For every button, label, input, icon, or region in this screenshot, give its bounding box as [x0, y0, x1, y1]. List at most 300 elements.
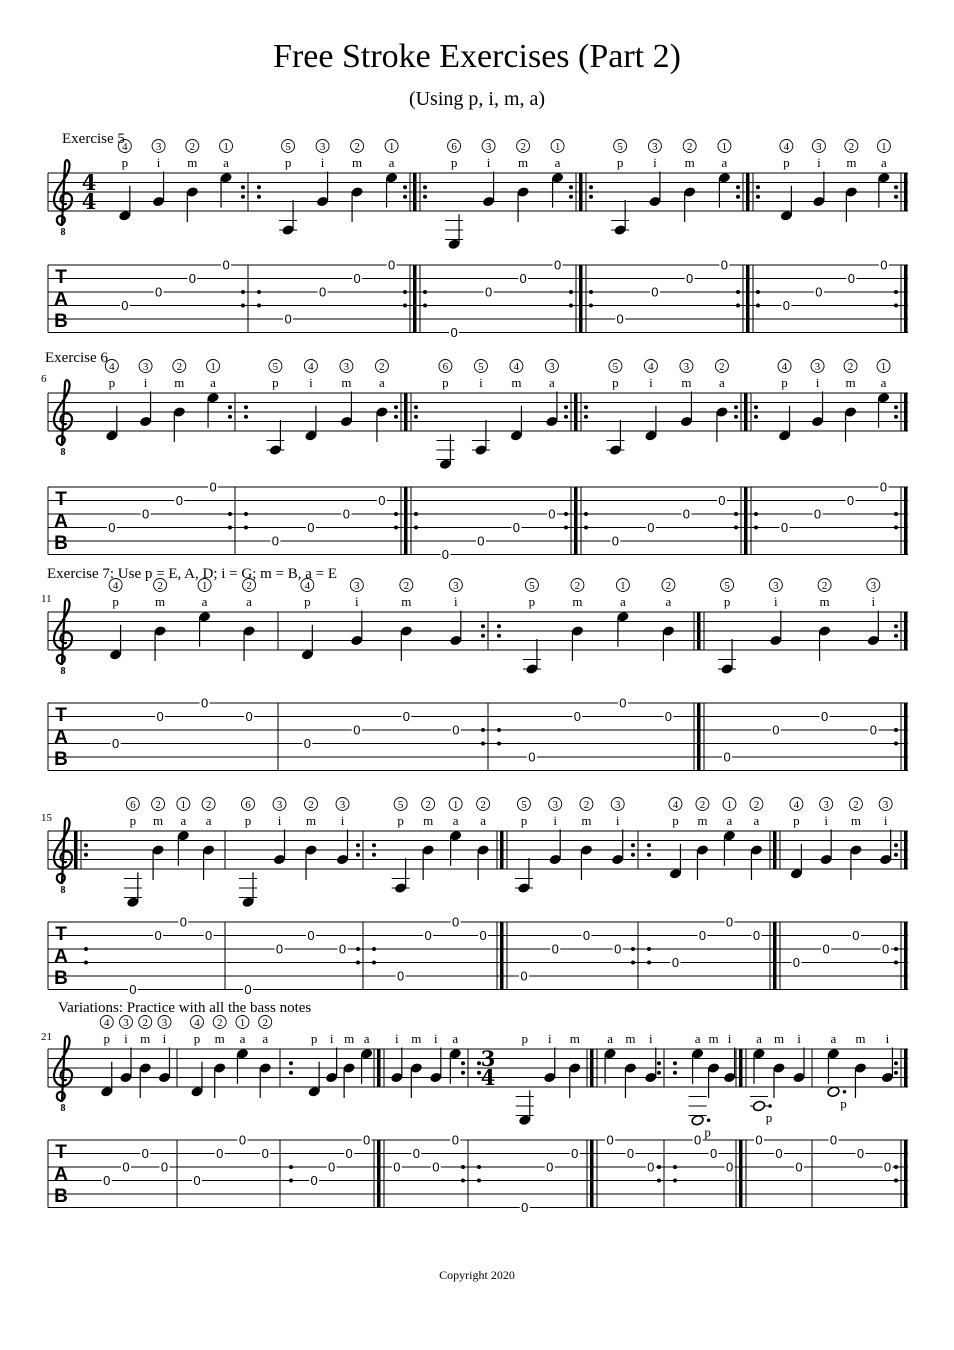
string-number: 3 — [823, 799, 829, 811]
notehead-half — [827, 1086, 840, 1098]
string-number: 1 — [223, 141, 229, 153]
finger-label: a — [452, 813, 459, 828]
repeat-dot — [394, 415, 398, 419]
tab-fret-number: 0 — [188, 271, 196, 286]
tab-fret-number: 0 — [303, 736, 311, 751]
string-number: 4 — [194, 1017, 200, 1029]
tab-fret-number: 0 — [275, 941, 284, 957]
repeat-dot — [589, 185, 593, 189]
tab-fret-number: 0 — [328, 1159, 336, 1175]
tab-fret-number: 0 — [284, 311, 292, 327]
barline-thick — [574, 393, 578, 431]
repeat-dot — [734, 405, 738, 409]
exercise-label: Exercise 6 — [45, 350, 108, 366]
finger-label: a — [201, 594, 208, 609]
tab-fret-number: 0 — [179, 914, 187, 930]
tab-clef-letter: B — [54, 1186, 68, 1207]
finger-label: m — [401, 594, 412, 609]
tab-fret-number: 0 — [307, 928, 315, 943]
tab-fret-number: 0 — [686, 271, 694, 286]
string-number: 2 — [847, 361, 854, 373]
tab-fret-number: 0 — [651, 284, 659, 300]
repeat-dot — [754, 405, 758, 409]
tab-fret-number: 0 — [318, 284, 327, 300]
tab-fret-number: 0 — [698, 928, 707, 943]
tab-fret-number: 0 — [682, 506, 691, 522]
tab-fret-number: 0 — [606, 1132, 614, 1148]
system — [48, 579, 908, 771]
tab-fret-number: 0 — [647, 520, 655, 535]
string-number: 5 — [724, 580, 730, 592]
clef-octave-mark: 8 — [60, 666, 66, 677]
bass-finger: p — [704, 1124, 711, 1140]
tab-fret-number: 0 — [553, 257, 562, 273]
finger-label: m — [187, 155, 198, 170]
string-number: 2 — [189, 141, 196, 153]
finger-label: m — [855, 1031, 866, 1046]
tab-fret-number: 0 — [619, 695, 627, 711]
barline-thick — [904, 173, 908, 211]
repeat-dot — [257, 290, 261, 294]
tab-fret-number: 0 — [573, 709, 582, 724]
finger-label: a — [180, 813, 187, 828]
repeat-dot — [647, 843, 651, 847]
string-number: 1 — [620, 580, 626, 592]
repeat-dot — [477, 1179, 481, 1183]
repeat-dot — [894, 512, 898, 516]
repeat-dot — [394, 526, 398, 530]
finger-label: i — [479, 375, 483, 390]
finger-label: i — [883, 813, 888, 828]
finger-label: i — [648, 1031, 653, 1046]
string-number: 5 — [617, 141, 623, 153]
tab-fret-number: 0 — [551, 941, 559, 957]
finger-label: i — [885, 1031, 890, 1046]
repeat-dot — [257, 304, 261, 308]
time-signature-bottom: 4 — [81, 189, 97, 214]
repeat-dot — [289, 1071, 293, 1075]
finger-label: i — [454, 594, 458, 609]
page-title: Free Stroke Exercises (Part 2) — [273, 38, 681, 75]
barline-thick — [590, 1049, 594, 1087]
string-number: 2 — [574, 580, 581, 592]
exercise-label: Exercise 5 — [62, 131, 125, 147]
finger-label: a — [880, 155, 887, 170]
string-number: 1 — [201, 580, 208, 592]
string-number: 1 — [388, 141, 395, 153]
finger-label: m — [511, 375, 522, 390]
tab-fret-number: 0 — [512, 520, 521, 535]
tab-fret-number: 0 — [238, 1132, 247, 1148]
repeat-dot — [423, 185, 427, 189]
repeat-dot — [894, 853, 898, 857]
finger-label: p — [121, 155, 129, 170]
string-number: 2 — [719, 361, 725, 373]
repeat-dot — [584, 526, 588, 530]
tab-fret-number: 0 — [452, 722, 460, 738]
finger-label: p — [272, 375, 279, 390]
tab-fret-number: 0 — [546, 1159, 554, 1175]
tab-fret-number: 0 — [519, 271, 527, 286]
string-number: 2 — [665, 580, 672, 592]
tab-fret-number: 0 — [310, 1173, 318, 1188]
finger-label: m — [773, 1031, 785, 1046]
barline-thick — [377, 1049, 381, 1087]
barline-thick — [404, 393, 408, 431]
repeat-dot — [372, 961, 376, 965]
finger-label: m — [518, 155, 529, 170]
string-number: 3 — [485, 141, 492, 153]
repeat-dot — [736, 195, 740, 199]
tab-fret-number: 0 — [108, 520, 116, 535]
barline-thick — [904, 922, 908, 990]
tab-fret-number: 0 — [261, 1146, 269, 1161]
tab-fret-number: 0 — [647, 1159, 655, 1175]
tab-fret-number: 0 — [709, 1146, 718, 1161]
barline-thick — [697, 703, 701, 771]
tab-fret-number: 0 — [693, 1132, 702, 1148]
finger-label: p — [450, 155, 458, 170]
string-number: 1 — [880, 361, 887, 373]
tab-fret-number: 0 — [664, 709, 673, 724]
repeat-dot — [894, 195, 898, 199]
string-number: 3 — [814, 361, 821, 373]
system — [48, 1016, 908, 1216]
finger-label: a — [694, 1031, 701, 1046]
string-number: 2 — [753, 799, 760, 811]
repeat-dot — [423, 195, 427, 199]
tab-fret-number: 0 — [412, 1146, 420, 1161]
repeat-dot — [497, 742, 501, 746]
finger-label: p — [781, 375, 788, 390]
barline-thick — [74, 831, 78, 869]
repeat-dot — [756, 304, 760, 308]
string-number: 3 — [276, 799, 283, 811]
clef-octave-mark: 8 — [60, 1103, 66, 1114]
string-number: 5 — [397, 799, 404, 811]
tab-fret-number: 0 — [725, 1159, 734, 1175]
finger-label: m — [423, 813, 434, 828]
string-number: 2 — [821, 580, 828, 592]
finger-label: i — [817, 155, 821, 170]
repeat-dot — [564, 405, 568, 409]
tab-fret-number: 0 — [402, 709, 410, 724]
string-number: 3 — [453, 580, 459, 592]
finger-label: a — [388, 155, 395, 170]
repeat-dot — [657, 1061, 661, 1065]
tab-fret-number: 0 — [393, 1159, 401, 1175]
string-number: 3 — [773, 580, 779, 592]
string-number: 3 — [549, 361, 555, 373]
string-number: 4 — [112, 580, 119, 592]
tab-fret-number: 0 — [154, 284, 163, 300]
tab-clef-letter: B — [54, 311, 68, 332]
tab-fret-number: 0 — [521, 1200, 529, 1215]
string-number: 2 — [480, 799, 486, 811]
barline-thick — [773, 831, 777, 869]
finger-label: m — [352, 155, 363, 170]
finger-label: i — [277, 813, 282, 828]
repeat-dot — [403, 290, 407, 294]
string-number: 5 — [529, 580, 535, 592]
tab-fret-number: 0 — [616, 311, 624, 327]
tab-fret-number: 0 — [856, 1146, 865, 1161]
tab-fret-number: 0 — [424, 928, 432, 943]
string-number: 5 — [272, 361, 279, 373]
tab-fret-number: 0 — [209, 479, 217, 495]
repeat-dot — [497, 624, 501, 628]
barline-thick — [739, 1049, 743, 1087]
tab-fret-number: 0 — [571, 1146, 579, 1161]
finger-label: m — [411, 1031, 422, 1046]
tab-fret-number: 0 — [820, 709, 829, 724]
string-number: 3 — [683, 361, 690, 373]
string-number: 2 — [262, 1017, 268, 1029]
finger-label: m — [845, 375, 856, 390]
repeat-dot — [477, 1165, 481, 1169]
repeat-dot — [894, 185, 898, 189]
string-number: 4 — [122, 141, 128, 153]
string-number: 1 — [180, 799, 187, 811]
barline-thick — [904, 612, 908, 650]
barline-thick — [500, 922, 504, 990]
measure-number: 11 — [41, 593, 52, 605]
string-number: 2 — [157, 580, 163, 592]
barline-thick — [904, 487, 908, 555]
tab-fret-number: 0 — [813, 506, 822, 522]
tab-fret-number: 0 — [103, 1173, 111, 1188]
tab-fret-number: 0 — [671, 955, 680, 970]
repeat-dot — [481, 634, 485, 638]
tab-fret-number: 0 — [718, 493, 726, 508]
string-number: 1 — [726, 799, 733, 811]
repeat-dot — [754, 526, 758, 530]
repeat-dot — [894, 1061, 898, 1065]
finger-label: p — [112, 594, 119, 609]
tab-fret-number: 0 — [216, 1146, 224, 1161]
finger-label: p — [616, 155, 624, 170]
finger-label: m — [214, 1031, 225, 1046]
barline-thick — [590, 1140, 594, 1208]
string-number: 3 — [882, 799, 889, 811]
tab-fret-number: 0 — [582, 928, 591, 943]
string-number: 4 — [783, 141, 790, 153]
repeat-dot — [894, 728, 898, 732]
repeat-dot — [289, 1061, 293, 1065]
repeat-dot — [589, 290, 593, 294]
barline-thick — [413, 265, 417, 333]
string-number: 3 — [339, 799, 346, 811]
repeat-dot — [372, 853, 376, 857]
treble-8vb-clef-icon — [54, 160, 72, 225]
barline-thick — [404, 487, 408, 555]
finger-label: a — [223, 155, 229, 170]
repeat-dot — [244, 415, 248, 419]
finger-label: i — [797, 1031, 801, 1046]
repeat-dot — [736, 185, 740, 189]
finger-label: i — [615, 813, 620, 828]
repeat-dot — [894, 742, 898, 746]
tab-fret-number: 0 — [160, 1159, 169, 1175]
repeat-dot — [84, 961, 88, 965]
finger-label: m — [140, 1031, 151, 1046]
finger-label: m — [697, 813, 708, 828]
repeat-dot — [657, 1071, 661, 1075]
repeat-dot — [894, 304, 898, 308]
system — [48, 140, 908, 341]
tab-fret-number: 0 — [795, 1159, 803, 1175]
repeat-dot — [228, 405, 232, 409]
repeat-dot — [356, 843, 360, 847]
finger-label: m — [572, 594, 583, 609]
string-number: 1 — [721, 141, 728, 153]
finger-label: p — [244, 813, 252, 828]
tab-fret-number: 0 — [121, 298, 129, 313]
string-number: 2 — [142, 1017, 148, 1029]
tab-fret-number: 0 — [378, 493, 386, 508]
tab-fret-number: 0 — [723, 749, 731, 765]
repeat-dot — [894, 290, 898, 294]
tab-fret-number: 0 — [111, 736, 120, 751]
finger-label: p — [103, 1031, 110, 1046]
string-number: 3 — [142, 361, 149, 373]
barline-thick — [413, 173, 417, 211]
repeat-dot — [894, 1071, 898, 1075]
repeat-dot — [894, 624, 898, 628]
string-number: 2 — [686, 141, 693, 153]
system — [48, 360, 908, 563]
finger-label: i — [340, 813, 345, 828]
finger-label: m — [155, 594, 166, 609]
string-number: 3 — [816, 141, 822, 153]
clef-octave-mark: 8 — [60, 885, 66, 896]
finger-label: a — [554, 155, 561, 170]
tab-fret-number: 0 — [141, 506, 150, 522]
finger-label: a — [719, 375, 725, 390]
repeat-dot — [84, 947, 88, 951]
finger-label: i — [547, 1031, 552, 1046]
repeat-dot — [564, 512, 568, 516]
bass-finger: p — [765, 1110, 773, 1125]
string-number: 1 — [881, 141, 887, 153]
repeat-dot — [569, 304, 573, 308]
finger-label: m — [819, 594, 830, 609]
finger-label: p — [793, 813, 800, 828]
finger-label: a — [549, 375, 555, 390]
tab-fret-number: 0 — [452, 914, 460, 930]
notehead-half — [752, 1100, 765, 1112]
string-number: 2 — [853, 799, 859, 811]
barline-thick — [773, 922, 777, 990]
barline-thick — [697, 612, 701, 650]
finger-label: p — [672, 813, 679, 828]
string-number: 2 — [354, 141, 360, 153]
barline-thick — [500, 831, 504, 869]
string-number: 2 — [848, 141, 855, 153]
repeat-dot — [481, 728, 485, 732]
finger-label: p — [193, 1031, 201, 1046]
tab-fret-number: 0 — [775, 1146, 783, 1161]
tab-fret-number: 0 — [129, 982, 137, 997]
repeat-dot — [734, 526, 738, 530]
repeat-dot — [631, 843, 635, 847]
repeat-dot — [356, 853, 360, 857]
barline-thick — [579, 173, 583, 211]
string-number: 2 — [205, 799, 212, 811]
repeat-dot — [228, 512, 232, 516]
string-number: 1 — [210, 361, 216, 373]
finger-label: m — [344, 1031, 355, 1046]
string-number: 2 — [308, 799, 314, 811]
repeat-dot — [423, 304, 427, 308]
string-number: 4 — [793, 799, 800, 811]
finger-label: m — [684, 155, 695, 170]
barline-thick — [574, 487, 578, 555]
tab-fret-number: 0 — [245, 709, 253, 724]
repeat-dot — [894, 526, 898, 530]
tab-fret-number: 0 — [353, 722, 361, 738]
finger-label: p — [129, 813, 137, 828]
repeat-dot — [414, 512, 418, 516]
string-number: 3 — [614, 799, 621, 811]
tab-fret-number: 0 — [520, 968, 528, 984]
repeat-dot — [84, 853, 88, 857]
string-number: 6 — [245, 799, 251, 811]
tab-fret-number: 0 — [345, 1146, 353, 1161]
repeat-dot — [403, 304, 407, 308]
tab-fret-number: 0 — [882, 941, 890, 957]
tab-fret-number: 0 — [222, 257, 230, 273]
finger-label: p — [783, 155, 790, 170]
finger-label: p — [723, 594, 731, 609]
treble-8vb-clef-icon — [54, 380, 72, 445]
tab-clef-letter: B — [54, 533, 68, 554]
tab-fret-number: 0 — [193, 1173, 201, 1188]
tab-fret-number: 0 — [528, 749, 536, 765]
repeat-dot — [461, 1179, 465, 1183]
string-number: 2 — [403, 580, 410, 592]
tab-fret-number: 0 — [869, 722, 877, 738]
finger-label: p — [304, 594, 311, 609]
string-number: 3 — [552, 799, 558, 811]
string-number: 3 — [870, 580, 877, 592]
string-number: 4 — [103, 1017, 110, 1029]
string-number: 3 — [319, 141, 326, 153]
tab-fret-number: 0 — [879, 479, 888, 495]
finger-label: p — [108, 375, 116, 390]
finger-label: p — [528, 594, 536, 609]
finger-label: a — [607, 1031, 614, 1046]
measure-number: 6 — [41, 373, 47, 385]
finger-label: a — [756, 1031, 762, 1046]
repeat-dot — [244, 512, 248, 516]
barline-thick — [739, 1140, 743, 1208]
tab-fret-number: 0 — [822, 941, 830, 957]
barline-thick — [746, 173, 750, 211]
repeat-dot — [564, 415, 568, 419]
tab-fret-number: 0 — [725, 914, 734, 930]
tab-fret-number: 0 — [175, 493, 183, 508]
repeat-dot — [403, 185, 407, 189]
repeat-dot — [84, 843, 88, 847]
repeat-dot — [673, 1061, 677, 1065]
finger-label: m — [681, 375, 692, 390]
repeat-dot — [673, 1179, 677, 1183]
finger-label: m — [846, 155, 857, 170]
tab-fret-number: 0 — [720, 257, 729, 273]
tab-clef-letter: A — [54, 511, 68, 532]
barline-thick — [904, 1140, 908, 1208]
